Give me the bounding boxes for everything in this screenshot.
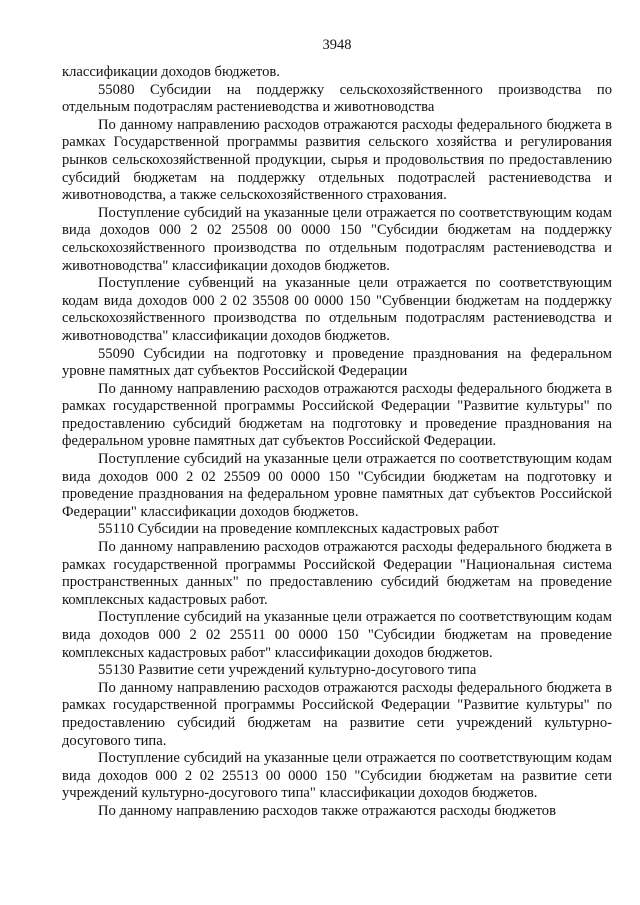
paragraph: По данному направлению расходов отражаются расходы федерального бюджета в рамках государственной программы Российской Федерации "Национальная система пространственных данных" по предоставлению субсидий бюджетам на проведение комплексных кадастровых работ. [62, 539, 612, 608]
paragraph: По данному направлению расходов также отражаются расходы бюджетов [98, 802, 556, 819]
paragraph: По данному направлению расходов отражаются расходы федерального бюджета в рамках государственной программы Российской Федерации "Развитие культуры" по предоставлению субсидий бюджетам на подготовку и проведение празднования на федеральном уровне памятных дат субъектов Российской Федерации. [62, 380, 612, 450]
paragraph-continuation: классификации доходов бюджетов. [62, 64, 280, 80]
paragraph: По данному направлению расходов отражаются расходы федерального бюджета в рамках Государственной программы развития сельского хозяйства и регулирования рынков сельскохозяйственной продукции, сырья и продовольствия по предоставлению субсидий бюджетам на поддержку отдельных подотраслей растениеводства и животноводства, а также сельскохозяйственного страхования. [62, 116, 612, 204]
section-heading-55080: 55080 Субсидии на поддержку сельскохозяйственного производства по отдельным подотраслям растениеводства и животноводства [62, 81, 612, 116]
paragraph: Поступление субсидий на указанные цели отражается по соответствующим кодам вида доходов 000 2 02 25509 00 0000 150 "Субсидии бюджетам на подготовку и проведение празднования на федеральном уровне памятных дат субъектов Российской Федерации" классификации доходов бюджетов. [62, 451, 612, 520]
paragraph: Поступление субсидий на указанные цели отражается по соответствующим кодам вида доходов 000 2 02 25513 00 0000 150 "Субсидии бюджетам на развитие сети учреждений культурно-досугового типа" классификации доходов бюджетов. [62, 750, 612, 802]
section-heading-55130: 55130 Развитие сети учреждений культурно-досугового типа [98, 662, 477, 679]
document-body [62, 64, 612, 821]
page-number: 3948 [322, 37, 352, 53]
section-heading-55090: 55090 Субсидии на подготовку и проведение празднования на федеральном уровне памятных дат субъектов Российской Федерации [62, 345, 612, 380]
paragraph: По данному направлению расходов отражаются расходы федерального бюджета в рамках государственной программы Российской Федерации "Развитие культуры" по предоставлению субсидий бюджетам на развитие сети учреждений культурно-досугового типа. [62, 679, 612, 749]
paragraph: Поступление субсидий на указанные цели отражается по соответствующим кодам вида доходов 000 2 02 25508 00 0000 150 "Субсидии бюджетам на поддержку сельскохозяйственного производства по отдельным подотраслям растениеводства и животноводства" классификации доходов бюджетов. [62, 204, 612, 274]
paragraph: Поступление субсидий на указанные цели отражается по соответствующим кодам вида доходов 000 2 02 25511 00 0000 150 "Субсидии бюджетам на проведение комплексных кадастровых работ" классификации доходов бюджетов. [62, 609, 612, 661]
paragraph: Поступление субвенций на указанные цели отражается по соответствующим кодам вида доходов 000 2 02 35508 00 0000 150 "Субвенции бюджетам на поддержку сельскохозяйственного производства по отдельным подотраслям растениеводства и животноводства" классификации доходов бюджетов. [62, 275, 612, 344]
section-heading-55110: 55110 Субсидии на проведение комплексных кадастровых работ [98, 521, 499, 538]
